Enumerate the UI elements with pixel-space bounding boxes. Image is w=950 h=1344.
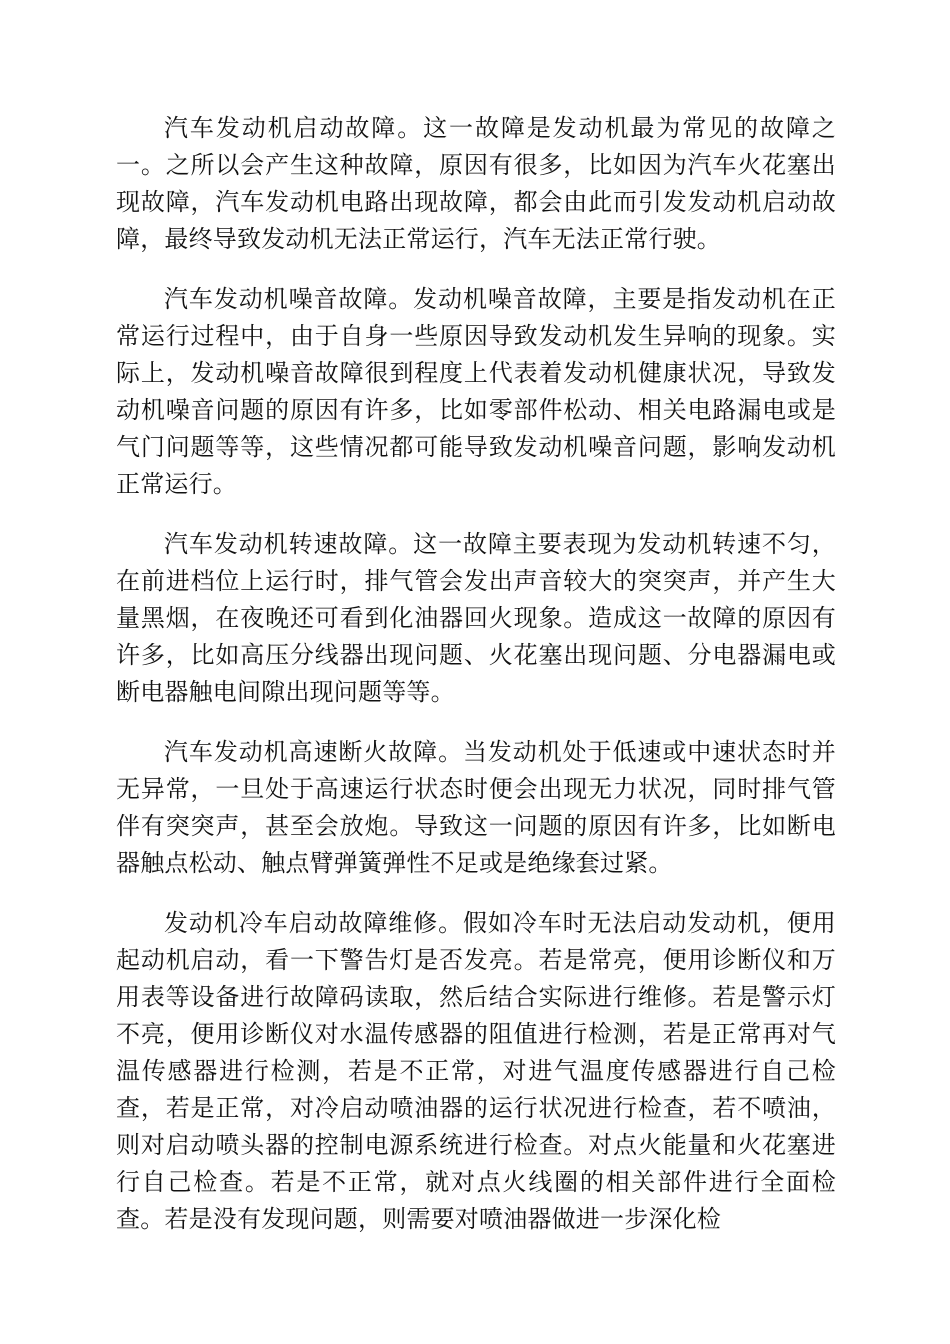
document-body	[116, 110, 836, 1261]
paragraph-engine-start-fault: 汽车发动机启动故障。这一故障是发动机最为常见的故障之一。之所以会产生这种故障，原因有很多，比如因为汽车火花塞出现故障，汽车发动机电路出现故障，都会由此而引发发动机启动故障，最终导致发动机无法正常运行，汽车无法正常行驶。	[116, 114, 836, 253]
paragraph-high-speed-misfire-fault: 汽车发动机高速断火故障。当发动机处于低速或中速状态时并无异常，一旦处于高速运行状态时便会出现无力状况，同时排气管伴有突突声，甚至会放炮。导致这一问题的原因有许多，比如断电器触点松动、触点臂弹簧弹性不足或是绝缘套过紧。	[116, 738, 836, 877]
paragraph-engine-noise-fault: 汽车发动机噪音故障。发动机噪音故障，主要是指发动机在正常运行过程中，由于自身一些原因导致发动机发生异响的现象。实际上，发动机噪音故障很到程度上代表着发动机健康状况，导致发动机噪音问题的原因有许多，比如零部件松动、相关电路漏电或是气门问题等等，这些情况都可能导致发动机噪音问题，影响发动机正常运行。	[116, 285, 836, 498]
paragraph-cold-start-repair: 发动机冷车启动故障维修。假如冷车时无法启动发动机，便用起动机启动，看一下警告灯是否发亮。若是常亮，便用诊断仪和万用表等设备进行故障码读取，然后结合实际进行维修。若是警示灯不亮，便用诊断仪对水温传感器的阻值进行检测，若是正常再对气温传感器进行检测，若是不正常，对进气温度传感器进行自己检查，若是正常，对冷启动喷油器的运行状况进行检查，若不喷油，则对启动喷头器的控制电源系统进行检查。对点火能量和火花塞进行自己检查。若是不正常，就对点火线圈的相关部件进行全面检查。若是没有发现问题，则需要对喷油器做进一步深化检	[116, 909, 836, 1233]
paragraph-engine-speed-fault: 汽车发动机转速故障。这一故障主要表现为发动机转速不匀，在前进档位上运行时，排气管会发出声音较大的突突声，并产生大量黑烟，在夜晚还可看到化油器回火现象。造成这一故障的原因有许多，比如高压分线器出现问题、火花塞出现问题、分电器漏电或断电器触电间隙出现问题等等。	[116, 530, 836, 706]
